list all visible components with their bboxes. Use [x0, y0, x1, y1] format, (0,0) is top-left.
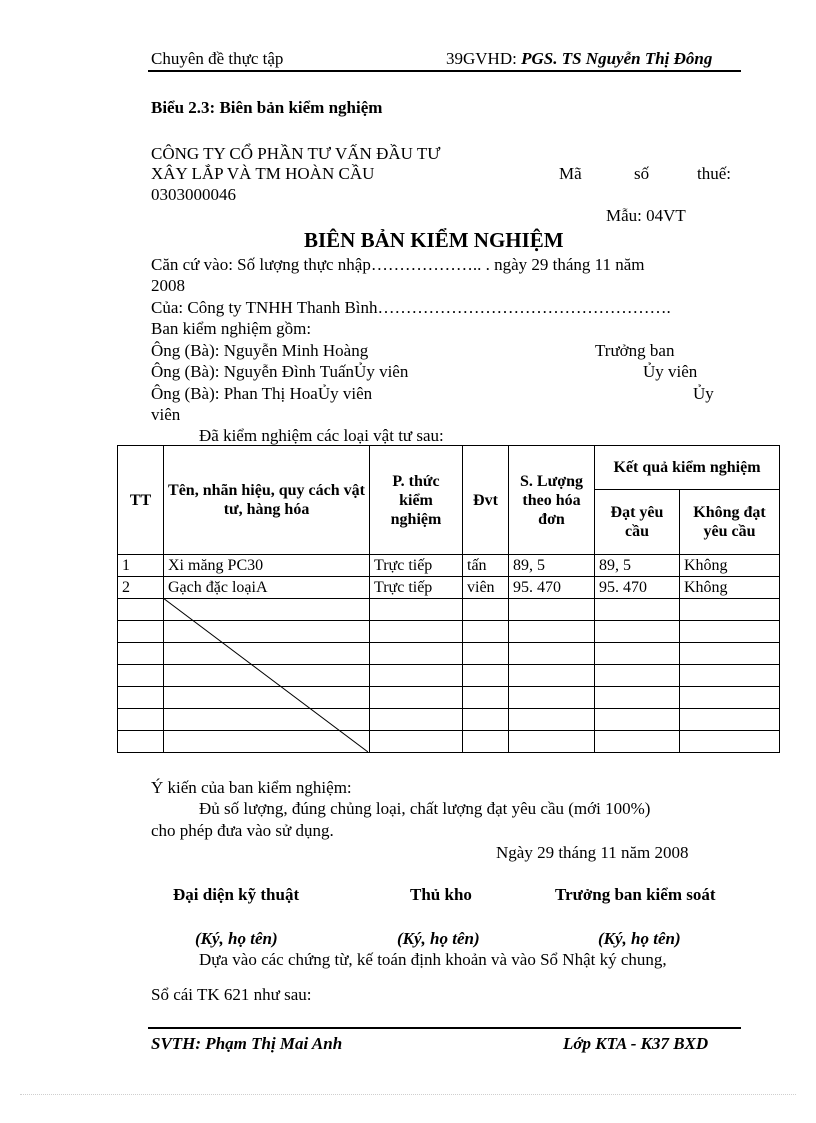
- col-pass: Đạt yêu cầu: [595, 490, 680, 555]
- cell-tt: 1: [118, 555, 164, 577]
- sign-tech: Đại diện kỹ thuật: [173, 885, 300, 904]
- sign-note-storekeeper: (Ký, họ tên): [397, 929, 480, 948]
- date-line: Ngày 29 tháng 11 năm 2008: [496, 843, 689, 862]
- company-line2: XÂY LẮP VÀ TM HOÀN CẦU: [151, 164, 375, 183]
- member-role: Trưởng ban: [595, 341, 675, 360]
- inspection-table: [117, 445, 780, 753]
- cell-name: Gạch đặc loạiA: [164, 577, 370, 599]
- member-name: Ông (Bà): Nguyễn Minh Hoàng: [151, 341, 369, 360]
- supplier-line: Của: Công ty TNHH Thanh Bình…………………………………………….: [151, 298, 671, 317]
- company-line1: CÔNG TY CỔ PHẦN TƯ VẤN ĐẦU TƯ: [151, 144, 441, 163]
- table-row: [118, 555, 780, 577]
- committee-label: Ban kiểm nghiệm gồm:: [151, 319, 312, 338]
- tax-number: 0303000046: [151, 185, 236, 204]
- member-role: Ủy: [693, 384, 714, 403]
- header-left: Chuyên đề thực tập: [151, 49, 284, 68]
- tax-label-so: số: [634, 164, 650, 183]
- basis-line1: Căn cứ vào: Số lượng thực nhập……………….. . ngày 29 tháng 11 năm: [151, 255, 645, 274]
- sign-note-head: (Ký, họ tên): [598, 929, 681, 948]
- blank-row: [118, 687, 780, 709]
- footer-rule: [148, 1027, 741, 1029]
- col-method: P. thức kiểm nghiệm: [370, 446, 463, 555]
- header-supervisor: PGS. TS Nguyễn Thị Đông: [521, 49, 713, 68]
- opinion-line1: Đủ số lượng, đúng chủng loại, chất lượng đạt yêu cầu (mới 100%): [199, 799, 651, 818]
- col-name: Tên, nhãn hiệu, quy cách vật tư, hàng hóa: [164, 446, 370, 555]
- sign-head: Trưởng ban kiểm soát: [555, 885, 716, 904]
- cell-name: Xi măng PC30: [164, 555, 370, 577]
- table-row: [118, 577, 780, 599]
- footer-class: Lớp KTA - K37 BXD: [563, 1034, 709, 1053]
- blank-row: [118, 643, 780, 665]
- checked-label: Đã kiểm nghiệm các loại vật tư sau:: [199, 426, 444, 445]
- opinion-label: Ý kiến của ban kiểm nghiệm:: [151, 778, 352, 797]
- sign-storekeeper: Thủ kho: [410, 885, 472, 904]
- col-result: Kết quả kiểm nghiệm: [595, 446, 780, 490]
- opinion-line2: cho phép đưa vào sử dụng.: [151, 821, 334, 840]
- col-tt: TT: [118, 446, 164, 555]
- col-unit: Đvt: [463, 446, 509, 555]
- blank-row: [118, 731, 780, 753]
- cell-qty: 95. 470: [509, 577, 595, 599]
- basis-line2: 2008: [151, 276, 185, 295]
- col-qty: S. Lượng theo hóa đơn: [509, 446, 595, 555]
- form-code: Mẫu: 04VT: [606, 206, 686, 225]
- member-name: Ông (Bà): Phan Thị HoaỦy viên: [151, 384, 373, 403]
- blank-row: [118, 709, 780, 731]
- tax-label-thue: thuế:: [697, 164, 731, 183]
- blank-row: [118, 621, 780, 643]
- member-name: Ông (Bà): Nguyễn Đình TuấnỦy viên: [151, 362, 409, 381]
- header-right-prefix: 39GVHD:: [446, 49, 522, 68]
- cell-method: Trực tiếp: [370, 555, 463, 577]
- sign-note-tech: (Ký, họ tên): [195, 929, 278, 948]
- footer-student: SVTH: Phạm Thị Mai Anh: [151, 1034, 343, 1053]
- accounting-line2: Sổ cái TK 621 như sau:: [151, 985, 312, 1004]
- tax-label-ma: Mã: [559, 164, 582, 183]
- cell-fail: Không: [680, 555, 780, 577]
- cell-unit: viên: [463, 577, 509, 599]
- header-right: [446, 49, 712, 69]
- col-fail: Không đạt yêu cầu: [680, 490, 780, 555]
- blank-row: [118, 599, 780, 621]
- cell-qty: 89, 5: [509, 555, 595, 577]
- cell-pass: 95. 470: [595, 577, 680, 599]
- document-title: BIÊN BẢN KIỂM NGHIỆM: [304, 228, 564, 252]
- blank-row: [118, 665, 780, 687]
- member-role-continued: viên: [151, 405, 181, 424]
- page-bottom-dotted-line: [20, 1094, 796, 1095]
- cell-fail: Không: [680, 577, 780, 599]
- cell-unit: tấn: [463, 555, 509, 577]
- accounting-line1: Dựa vào các chứng từ, kế toán định khoản và vào Sổ Nhật ký chung,: [199, 950, 667, 969]
- cell-tt: 2: [118, 577, 164, 599]
- member-role: Ủy viên: [643, 362, 698, 381]
- header-rule: [148, 70, 741, 72]
- cell-method: Trực tiếp: [370, 577, 463, 599]
- cell-pass: 89, 5: [595, 555, 680, 577]
- caption: Biểu 2.3: Biên bản kiểm nghiệm: [151, 98, 383, 117]
